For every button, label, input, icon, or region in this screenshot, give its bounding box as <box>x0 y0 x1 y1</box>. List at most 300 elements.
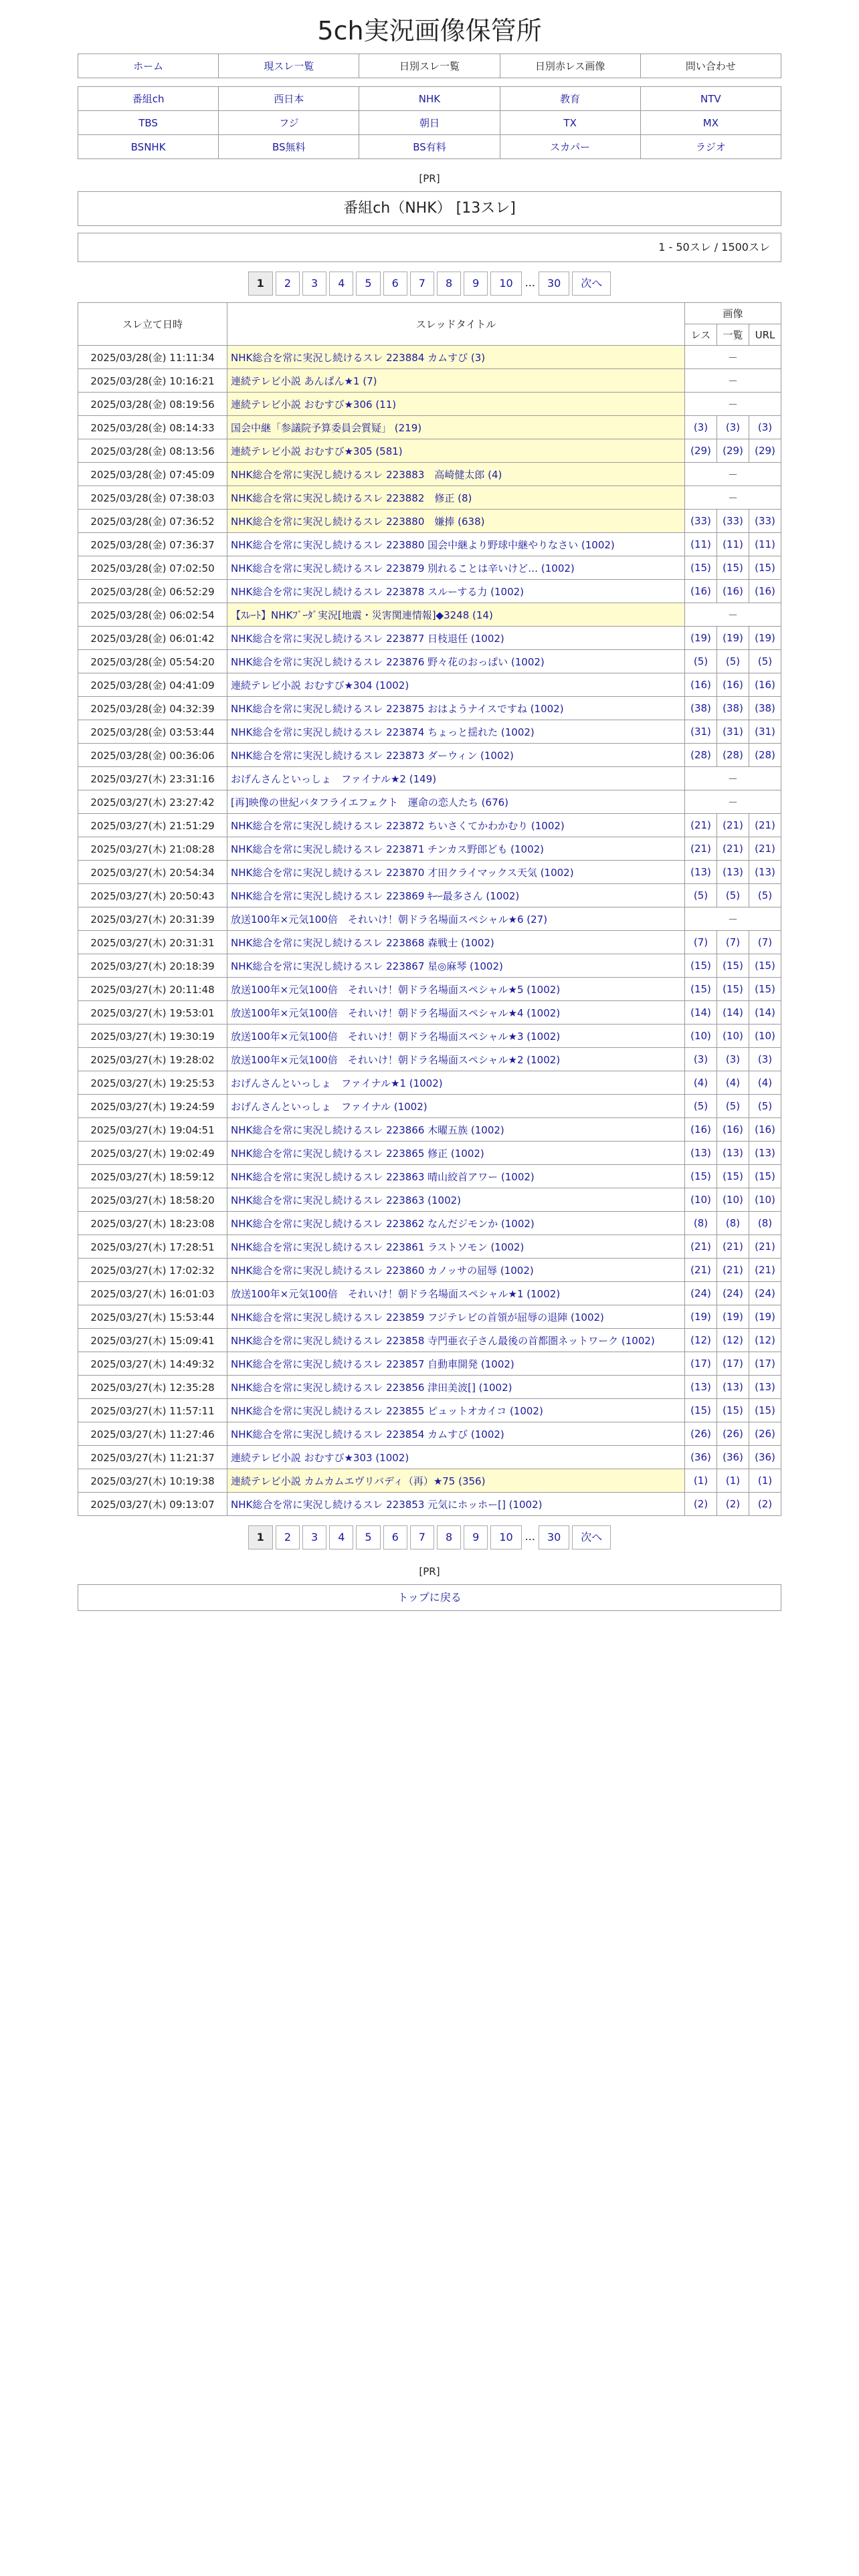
thread-title-link[interactable]: NHK総合を常に実況し続けるスレ 223863 (1002) <box>231 1194 462 1206</box>
page-last[interactable]: 30 <box>539 1525 569 1549</box>
image-res-count[interactable]: (28) <box>690 749 711 761</box>
image-list-count[interactable]: (14) <box>723 1006 743 1018</box>
channel-cell <box>78 87 219 111</box>
page-link[interactable]: 6 <box>383 1525 407 1549</box>
image-res-count[interactable]: (13) <box>690 1147 711 1159</box>
image-list-count-cell <box>717 1071 749 1095</box>
image-res-count[interactable]: (36) <box>690 1451 711 1463</box>
image-url-count[interactable]: (19) <box>755 1311 775 1323</box>
channel-cell <box>78 135 219 159</box>
image-url-count-cell <box>749 1305 781 1329</box>
thread-datetime: 2025/03/27(木) 20:50:43 <box>78 884 227 907</box>
thread-datetime: 2025/03/27(木) 20:54:34 <box>78 861 227 884</box>
thread-title-cell <box>227 837 685 861</box>
image-res-count-cell <box>685 627 717 650</box>
image-url-count[interactable]: (15) <box>755 1404 775 1416</box>
channel-nav <box>78 86 781 159</box>
image-url-count[interactable]: (5) <box>757 655 773 667</box>
image-list-count[interactable]: (13) <box>723 1147 743 1159</box>
image-list-count[interactable]: (3) <box>725 1053 741 1065</box>
channel-link[interactable]: 朝日 <box>419 117 440 129</box>
thread-title-link[interactable]: NHK総合を常に実況し続けるスレ 223862 なんだジモンか (1002) <box>231 1217 535 1230</box>
image-list-count[interactable]: (33) <box>723 515 743 527</box>
image-url-count-cell <box>749 1493 781 1516</box>
image-list-count[interactable]: (26) <box>723 1428 743 1440</box>
image-url-count[interactable]: (16) <box>755 1123 775 1136</box>
thread-title-link[interactable]: 放送100年×元気100倍 それいけ！朝ドラ名場面スペシャル★3 (1002) <box>231 1030 561 1043</box>
image-list-count[interactable]: (1) <box>725 1475 741 1487</box>
thread-datetime: 2025/03/28(金) 04:32:39 <box>78 697 227 720</box>
thread-title-cell <box>227 1142 685 1165</box>
image-url-count[interactable]: (12) <box>755 1334 775 1346</box>
image-list-count[interactable]: (16) <box>723 679 743 691</box>
thread-title-link[interactable]: 国会中継「参議院予算委員会質疑」 (219) <box>231 421 422 434</box>
thread-datetime: 2025/03/27(木) 19:25:53 <box>78 1071 227 1095</box>
thread-table <box>78 302 781 1516</box>
image-res-count[interactable]: (29) <box>690 445 711 457</box>
thread-title-link[interactable]: NHK総合を常に実況し続けるスレ 223873 ダーウィン (1002) <box>231 749 514 762</box>
channel-link[interactable]: 教育 <box>560 93 581 105</box>
thread-title-cell <box>227 393 685 416</box>
image-list-count[interactable]: (12) <box>723 1334 743 1346</box>
thread-datetime: 2025/03/27(木) 19:28:02 <box>78 1048 227 1071</box>
image-res-count[interactable]: (3) <box>693 421 708 433</box>
image-url-count[interactable]: (17) <box>755 1358 775 1370</box>
thread-title-link[interactable]: NHK総合を常に実況し続けるスレ 223861 ラストソモン (1002) <box>231 1241 524 1253</box>
back-to-top-link[interactable]: トップに戻る <box>397 1591 462 1604</box>
image-url-count[interactable]: (21) <box>755 1264 775 1276</box>
thread-title-link[interactable]: NHK総合を常に実況し続けるスレ 223863 晴山絞首アワー (1002) <box>231 1170 535 1183</box>
channel-link[interactable]: 番組ch <box>132 93 165 105</box>
thread-title-cell <box>227 1212 685 1235</box>
image-list-count[interactable]: (15) <box>723 1170 743 1182</box>
image-list-count[interactable]: (17) <box>723 1358 743 1370</box>
channel-link[interactable]: スカパー <box>550 141 591 153</box>
thread-title-link[interactable]: NHK総合を常に実況し続けるスレ 223854 カムすび (1002) <box>231 1428 504 1440</box>
channel-link[interactable]: フジ <box>279 117 299 129</box>
image-list-count[interactable]: (21) <box>723 819 743 831</box>
no-image-dash: － <box>685 393 781 416</box>
image-url-count[interactable]: (33) <box>755 515 775 527</box>
image-url-count[interactable]: (1) <box>757 1475 773 1487</box>
image-res-count[interactable]: (16) <box>690 1123 711 1136</box>
thread-title-link[interactable]: NHK総合を常に実況し続けるスレ 223857 自動車開発 (1002) <box>231 1358 514 1370</box>
no-image-dash: － <box>685 767 781 790</box>
image-list-count[interactable]: (24) <box>723 1287 743 1299</box>
channel-link[interactable]: NHK <box>418 92 441 105</box>
thread-title-link[interactable]: おげんさんといっしょ ファイナル★1 (1002) <box>231 1077 443 1089</box>
image-res-count[interactable]: (21) <box>690 819 711 831</box>
thread-title-cell <box>227 1071 685 1095</box>
image-res-count[interactable]: (16) <box>690 585 711 597</box>
table-row <box>78 1212 781 1235</box>
image-list-count[interactable]: (36) <box>723 1451 743 1463</box>
thread-datetime: 2025/03/28(金) 08:19:56 <box>78 393 227 416</box>
image-url-count[interactable]: (36) <box>755 1451 775 1463</box>
thread-title-link[interactable]: 【ｽﾚｰﾄ】NHKﾌﾞｰﾀﾞ実況[地震・災害関連情報]◆3248 (14) <box>231 609 493 621</box>
image-list-count[interactable]: (8) <box>725 1217 741 1229</box>
channel-link[interactable]: BS無料 <box>272 141 306 153</box>
image-list-count[interactable]: (31) <box>723 726 743 738</box>
image-list-count[interactable]: (15) <box>723 983 743 995</box>
thread-title-cell <box>227 533 685 556</box>
image-url-count[interactable]: (21) <box>755 843 775 855</box>
nav-link[interactable]: 現スレ一覧 <box>264 60 314 72</box>
image-res-count[interactable]: (13) <box>690 1381 711 1393</box>
thread-datetime: 2025/03/27(木) 19:04:51 <box>78 1118 227 1142</box>
thread-title-cell <box>227 650 685 673</box>
image-url-count[interactable]: (10) <box>755 1030 775 1042</box>
thread-title-cell <box>227 861 685 884</box>
image-list-count[interactable]: (19) <box>723 1311 743 1323</box>
page-link[interactable]: 2 <box>276 272 300 296</box>
thread-title-link[interactable]: 連続テレビ小説 カムカムエヴリバディ（再）★75 (356) <box>231 1475 486 1487</box>
thread-title-link[interactable]: 連続テレビ小説 おむすび★304 (1002) <box>231 679 409 691</box>
image-res-count[interactable]: (15) <box>690 960 711 972</box>
page-link[interactable]: 7 <box>410 1525 434 1549</box>
page-link[interactable]: 3 <box>302 272 326 296</box>
image-list-count[interactable]: (10) <box>723 1030 743 1042</box>
channel-cell <box>219 111 359 135</box>
image-url-count[interactable]: (15) <box>755 562 775 574</box>
thread-title-link[interactable]: NHK総合を常に実況し続けるスレ 223872 ちいさくてかわかむり (1002) <box>231 819 565 832</box>
image-list-count[interactable]: (21) <box>723 1264 743 1276</box>
image-list-count[interactable]: (3) <box>725 421 741 433</box>
image-url-count[interactable]: (24) <box>755 1287 775 1299</box>
thread-title-link[interactable]: NHK総合を常に実況し続けるスレ 223855 ピュットオカイコ (1002) <box>231 1404 543 1417</box>
image-url-count[interactable]: (15) <box>755 983 775 995</box>
thread-title-link[interactable]: NHK総合を常に実況し続けるスレ 223878 スルーする力 (1002) <box>231 585 524 598</box>
thread-title-cell <box>227 1235 685 1259</box>
image-list-count[interactable]: (19) <box>723 632 743 644</box>
image-res-count[interactable]: (14) <box>690 1006 711 1018</box>
image-list-count[interactable]: (21) <box>723 843 743 855</box>
thread-title-link[interactable]: NHK総合を常に実況し続けるスレ 223884 カムすび (3) <box>231 351 486 364</box>
page-link[interactable]: 4 <box>329 1525 353 1549</box>
table-row <box>78 1469 781 1493</box>
image-res-count[interactable]: (12) <box>690 1334 711 1346</box>
thread-title-cell <box>227 1376 685 1399</box>
image-url-count[interactable]: (13) <box>755 1147 775 1159</box>
image-url-count[interactable]: (26) <box>755 1428 775 1440</box>
table-row <box>78 463 781 486</box>
image-res-count[interactable]: (19) <box>690 632 711 644</box>
thread-title-link[interactable]: NHK総合を常に実況し続けるスレ 223853 元気にホッホー[] (1002) <box>231 1498 543 1511</box>
image-res-count[interactable]: (5) <box>693 889 708 901</box>
thread-title-link[interactable]: NHK総合を常に実況し続けるスレ 223877 日枝退任 (1002) <box>231 632 504 645</box>
thread-datetime: 2025/03/28(金) 00:36:06 <box>78 744 227 767</box>
image-res-count[interactable]: (17) <box>690 1358 711 1370</box>
image-res-count[interactable]: (15) <box>690 983 711 995</box>
thread-title-link[interactable]: NHK総合を常に実況し続けるスレ 223869 ｷｰｰ最多さん (1002) <box>231 889 520 902</box>
image-url-count[interactable]: (15) <box>755 960 775 972</box>
image-list-count[interactable]: (38) <box>723 702 743 714</box>
image-res-count[interactable]: (16) <box>690 679 711 691</box>
image-list-count[interactable]: (7) <box>725 936 741 948</box>
table-row <box>78 978 781 1001</box>
image-list-count-cell <box>717 556 749 580</box>
channel-link[interactable]: TBS <box>138 116 158 129</box>
image-url-count[interactable]: (7) <box>757 936 773 948</box>
page-link[interactable]: 7 <box>410 272 434 296</box>
image-res-count[interactable]: (19) <box>690 1311 711 1323</box>
channel-link[interactable]: BS有料 <box>413 141 446 153</box>
pr-label: [PR] <box>419 173 440 185</box>
image-res-count[interactable]: (13) <box>690 866 711 878</box>
image-list-count-cell <box>717 627 749 650</box>
thread-title-cell <box>227 814 685 837</box>
image-url-count[interactable]: (14) <box>755 1006 775 1018</box>
nav-link[interactable]: 日別スレ一覧 <box>399 60 460 72</box>
thread-title-link[interactable]: 放送100年×元気100倍 それいけ！朝ドラ名場面スペシャル★1 (1002) <box>231 1287 561 1300</box>
page-last[interactable]: 30 <box>539 272 569 296</box>
table-row <box>78 1282 781 1305</box>
image-list-count-cell <box>717 439 749 463</box>
image-url-count[interactable]: (31) <box>755 726 775 738</box>
nav-link[interactable]: 日別赤レス画像 <box>535 60 605 72</box>
image-url-count[interactable]: (13) <box>755 1381 775 1393</box>
image-url-count[interactable]: (16) <box>755 679 775 691</box>
image-url-count-cell <box>749 1352 781 1376</box>
thread-title-link[interactable]: NHK総合を常に実況し続けるスレ 223882 修正 (8) <box>231 492 472 504</box>
image-res-count[interactable]: (15) <box>690 1404 711 1416</box>
page-link[interactable]: 5 <box>356 272 380 296</box>
image-url-count-cell <box>749 837 781 861</box>
image-list-count[interactable]: (28) <box>723 749 743 761</box>
image-res-count[interactable]: (15) <box>690 562 711 574</box>
image-res-count[interactable]: (11) <box>690 538 711 550</box>
thread-title-link[interactable]: 放送100年×元気100倍 それいけ！朝ドラ名場面スペシャル★2 (1002) <box>231 1053 561 1066</box>
image-res-count[interactable]: (5) <box>693 655 708 667</box>
image-res-count[interactable]: (5) <box>693 1100 708 1112</box>
thread-title-cell <box>227 767 685 790</box>
image-list-count-cell <box>717 1259 749 1282</box>
thread-title-link[interactable]: [再]映像の世紀バタフライエフェクト 運命の恋人たち (676) <box>231 796 509 809</box>
image-url-count[interactable]: (5) <box>757 1100 773 1112</box>
table-row <box>78 533 781 556</box>
thread-datetime: 2025/03/27(木) 19:53:01 <box>78 1001 227 1025</box>
thread-title-link[interactable]: NHK総合を常に実況し続けるスレ 223883 高崎健太郎 (4) <box>231 468 502 481</box>
image-res-count[interactable]: (24) <box>690 1287 711 1299</box>
thread-title-link[interactable]: 放送100年×元気100倍 それいけ！朝ドラ名場面スペシャル★5 (1002) <box>231 983 561 996</box>
image-list-count[interactable]: (5) <box>725 1100 741 1112</box>
channel-link[interactable]: MX <box>702 116 719 129</box>
table-row <box>78 744 781 767</box>
nav-cell <box>640 54 781 78</box>
image-res-count[interactable]: (4) <box>693 1077 708 1089</box>
page-link[interactable]: 10 <box>490 1525 521 1549</box>
image-list-count[interactable]: (13) <box>723 866 743 878</box>
thread-title-link[interactable]: 連続テレビ小説 おむすび★303 (1002) <box>231 1451 409 1464</box>
thread-title-cell <box>227 720 685 744</box>
image-list-count[interactable]: (13) <box>723 1381 743 1393</box>
back-to-top[interactable] <box>78 1584 781 1611</box>
page-link[interactable]: 8 <box>437 272 461 296</box>
image-url-count-cell <box>749 1329 781 1352</box>
image-list-count[interactable]: (16) <box>723 1123 743 1136</box>
image-list-count[interactable]: (21) <box>723 1241 743 1253</box>
image-url-count[interactable]: (5) <box>757 889 773 901</box>
thread-title-link[interactable]: NHK総合を常に実況し続けるスレ 223858 寺門亜衣子さん最後の首都圏ネットワーク (1002) <box>231 1334 655 1347</box>
thread-title-link[interactable]: 連続テレビ小説 おむすび★306 (11) <box>231 398 397 411</box>
channel-link[interactable]: NTV <box>700 92 721 105</box>
table-row <box>78 1118 781 1142</box>
thread-datetime: 2025/03/27(木) 20:11:48 <box>78 978 227 1001</box>
image-list-count[interactable]: (4) <box>725 1077 741 1089</box>
image-res-count-cell <box>685 1305 717 1329</box>
thread-title-cell <box>227 1048 685 1071</box>
page-link[interactable]: 6 <box>383 272 407 296</box>
image-list-count-cell <box>717 1469 749 1493</box>
table-row <box>78 1259 781 1282</box>
image-url-count[interactable]: (21) <box>755 819 775 831</box>
image-url-count[interactable]: (10) <box>755 1194 775 1206</box>
image-res-count[interactable]: (26) <box>690 1428 711 1440</box>
table-row <box>78 1025 781 1048</box>
image-list-count[interactable]: (15) <box>723 1404 743 1416</box>
table-row <box>78 884 781 907</box>
image-list-count[interactable]: (10) <box>723 1194 743 1206</box>
thread-title-link[interactable]: NHK総合を常に実況し続けるスレ 223866 木曜五族 (1002) <box>231 1123 504 1136</box>
thread-datetime: 2025/03/27(木) 19:02:49 <box>78 1142 227 1165</box>
image-res-count[interactable]: (3) <box>693 1053 708 1065</box>
image-url-count-cell <box>749 1165 781 1188</box>
thread-title-link[interactable]: NHK総合を常に実況し続けるスレ 223876 野々花のおっぱい (1002) <box>231 655 545 668</box>
page-link[interactable]: 8 <box>437 1525 461 1549</box>
nav-link[interactable]: 問い合わせ <box>685 60 736 72</box>
thread-title-cell <box>227 1001 685 1025</box>
page-next[interactable]: 次へ <box>572 1525 611 1549</box>
image-res-count[interactable]: (10) <box>690 1194 711 1206</box>
image-url-count[interactable]: (3) <box>757 421 773 433</box>
thread-datetime: 2025/03/27(木) 11:27:46 <box>78 1422 227 1446</box>
thread-count: 1 - 50スレ / 1500スレ <box>78 233 781 262</box>
thread-title-link[interactable]: NHK総合を常に実況し続けるスレ 223875 おはようナイスですね (1002) <box>231 702 564 715</box>
thread-title-link[interactable]: おげんさんといっしょ ファイナル (1002) <box>231 1100 427 1113</box>
image-list-count[interactable]: (16) <box>723 585 743 597</box>
thread-datetime: 2025/03/27(木) 19:24:59 <box>78 1095 227 1118</box>
channel-link[interactable]: BSNHK <box>130 140 166 153</box>
page-link[interactable]: 4 <box>329 272 353 296</box>
image-res-count[interactable]: (31) <box>690 726 711 738</box>
thread-title-link[interactable]: NHK総合を常に実況し続けるスレ 223879 別れることは辛いけど… (1002) <box>231 562 575 574</box>
channel-link[interactable]: TX <box>563 116 577 129</box>
channel-cell <box>359 87 500 111</box>
image-url-count[interactable]: (28) <box>755 749 775 761</box>
image-list-count[interactable]: (15) <box>723 960 743 972</box>
image-res-count[interactable]: (21) <box>690 1241 711 1253</box>
thread-title-link[interactable]: 連続テレビ小説 おむすび★305 (581) <box>231 445 403 457</box>
thread-title-link[interactable]: 放送100年×元気100倍 それいけ！朝ドラ名場面スペシャル★4 (1002) <box>231 1006 561 1019</box>
thread-title-link[interactable]: NHK総合を常に実況し続けるスレ 223871 チンカス野郎ども (1002) <box>231 843 545 855</box>
image-url-count[interactable]: (38) <box>755 702 775 714</box>
thread-title-link[interactable]: NHK総合を常に実況し続けるスレ 223868 森戦士 (1002) <box>231 936 494 949</box>
image-url-count[interactable]: (21) <box>755 1241 775 1253</box>
image-list-count[interactable]: (5) <box>725 655 741 667</box>
thread-datetime: 2025/03/27(木) 17:02:32 <box>78 1259 227 1282</box>
page-link[interactable]: 5 <box>356 1525 380 1549</box>
thread-title-link[interactable]: NHK総合を常に実況し続けるスレ 223874 ちょっと揺れた (1002) <box>231 726 535 738</box>
image-res-count[interactable]: (33) <box>690 515 711 527</box>
channel-link[interactable]: ラジオ <box>695 141 726 153</box>
image-url-count-cell <box>749 416 781 439</box>
image-res-count-cell <box>685 744 717 767</box>
thread-title-link[interactable]: おげんさんといっしょ ファイナル★2 (149) <box>231 772 437 785</box>
page-link[interactable]: 2 <box>276 1525 300 1549</box>
table-row <box>78 416 781 439</box>
thread-title-link[interactable]: 放送100年×元気100倍 それいけ！朝ドラ名場面スペシャル★6 (27) <box>231 913 548 926</box>
image-url-count[interactable]: (16) <box>755 585 775 597</box>
image-list-count[interactable]: (5) <box>725 889 741 901</box>
thread-title-cell <box>227 673 685 697</box>
image-res-count[interactable]: (2) <box>693 1498 708 1510</box>
thread-title-link[interactable]: 連続テレビ小説 あんぱん★1 (7) <box>231 374 377 387</box>
image-url-count[interactable]: (3) <box>757 1053 773 1065</box>
image-res-count[interactable]: (15) <box>690 1170 711 1182</box>
image-res-count[interactable]: (7) <box>693 936 708 948</box>
thread-title-link[interactable]: NHK総合を常に実況し続けるスレ 223856 津田美波[] (1002) <box>231 1381 512 1394</box>
table-row <box>78 1305 781 1329</box>
page-link[interactable]: 9 <box>464 272 488 296</box>
thread-title-link[interactable]: NHK総合を常に実況し続けるスレ 223865 修正 (1002) <box>231 1147 484 1160</box>
thread-title-link[interactable]: NHK総合を常に実況し続けるスレ 223859 フジテレビの首領が屈辱の退陣 (1002) <box>231 1311 604 1323</box>
nav-link[interactable]: ホーム <box>133 60 164 72</box>
table-row <box>78 603 781 627</box>
image-res-count[interactable]: (21) <box>690 1264 711 1276</box>
image-res-count[interactable]: (8) <box>693 1217 708 1229</box>
image-list-count[interactable]: (15) <box>723 562 743 574</box>
image-url-count[interactable]: (29) <box>755 445 775 457</box>
image-list-count[interactable]: (29) <box>723 445 743 457</box>
image-url-count[interactable]: (13) <box>755 866 775 878</box>
image-res-count[interactable]: (38) <box>690 702 711 714</box>
page-link[interactable]: 9 <box>464 1525 488 1549</box>
image-res-count-cell <box>685 1469 717 1493</box>
image-url-count[interactable]: (2) <box>757 1498 773 1510</box>
thread-title-link[interactable]: NHK総合を常に実況し続けるスレ 223870 才田クライマックス天気 (1002) <box>231 866 574 879</box>
image-url-count[interactable]: (11) <box>755 538 775 550</box>
image-res-count[interactable]: (1) <box>693 1475 708 1487</box>
image-url-count-cell <box>749 1001 781 1025</box>
site-title[interactable]: 5ch実況画像保管所 <box>317 16 542 45</box>
image-res-count[interactable]: (21) <box>690 843 711 855</box>
thread-datetime: 2025/03/27(木) 19:30:19 <box>78 1025 227 1048</box>
thread-title-cell <box>227 1259 685 1282</box>
image-list-count-cell <box>717 1329 749 1352</box>
image-res-count-cell <box>685 884 717 907</box>
page-next[interactable]: 次へ <box>572 272 611 296</box>
table-row <box>78 697 781 720</box>
image-url-count[interactable]: (15) <box>755 1170 775 1182</box>
image-res-count[interactable]: (10) <box>690 1030 711 1042</box>
page-link[interactable]: 3 <box>302 1525 326 1549</box>
page-link[interactable]: 10 <box>490 272 521 296</box>
thread-title-link[interactable]: NHK総合を常に実況し続けるスレ 223867 星◎麻琴 (1002) <box>231 960 503 972</box>
image-url-count[interactable]: (4) <box>757 1077 773 1089</box>
thread-title-link[interactable]: NHK総合を常に実況し続けるスレ 223880 嫌捧 (638) <box>231 515 485 528</box>
image-url-count[interactable]: (8) <box>757 1217 773 1229</box>
thread-datetime: 2025/03/27(木) 10:19:38 <box>78 1469 227 1493</box>
image-list-count[interactable]: (2) <box>725 1498 741 1510</box>
thread-title-cell <box>227 556 685 580</box>
thread-title-link[interactable]: NHK総合を常に実況し続けるスレ 223880 国会中継より野球中継やりなさい (1002) <box>231 538 615 551</box>
thread-datetime: 2025/03/27(木) 11:57:11 <box>78 1399 227 1422</box>
image-url-count[interactable]: (19) <box>755 632 775 644</box>
image-res-count-cell <box>685 533 717 556</box>
image-list-count[interactable]: (11) <box>723 538 743 550</box>
channel-link[interactable]: 西日本 <box>274 93 304 105</box>
thread-title-link[interactable]: NHK総合を常に実況し続けるスレ 223860 カノッサの屈辱 (1002) <box>231 1264 534 1277</box>
